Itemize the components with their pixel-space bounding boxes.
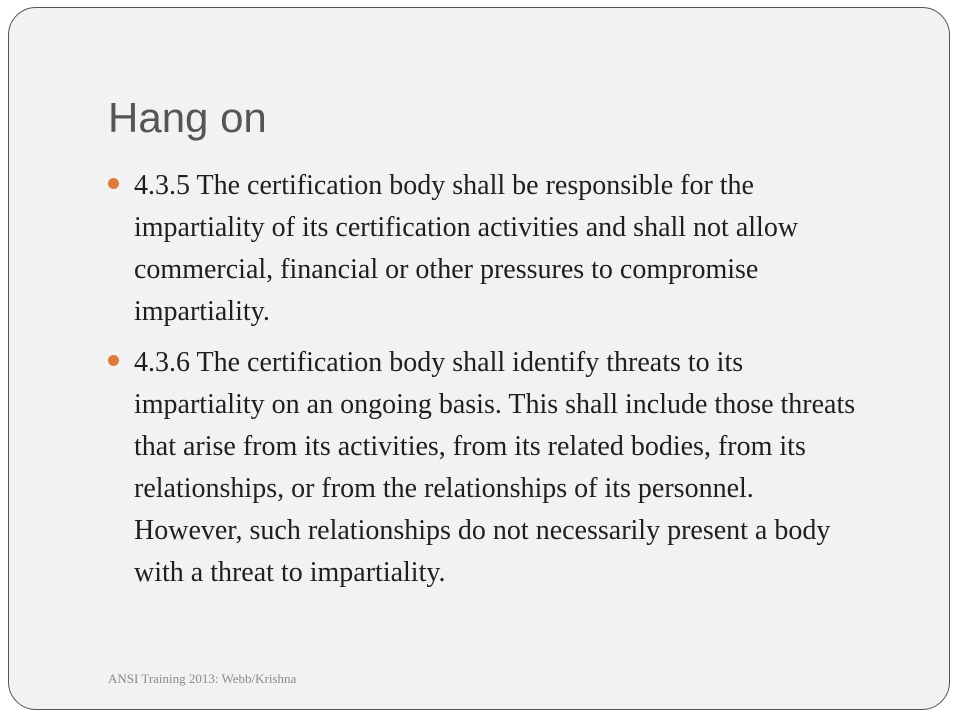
bullet-dot-icon [108,355,119,366]
bullet-item-4-3-5 [9,165,949,333]
bullet-list [9,165,949,603]
clause-number: 4.3.6 [134,347,190,378]
slide-title: Hang on [108,94,267,141]
bullet-item-4-3-6 [9,342,949,594]
slide-frame [8,7,950,710]
clause-text: The certification body shall identify threats to its impartiality on an ongoing basis. This shall include those threats that arise from its activities, from its related bodies, from its relationships, or from the relationships of its personnel. However, such relationships do not necessarily present a body with a threat to impartiality. [134,347,856,588]
clause-text: The certification body shall be responsible for the impartiality of its certification activities and shall not allow commercial, financial or other pressures to compromise impartiality. [134,170,799,327]
slide-footer: ANSI Training 2013: Webb/Krishna [108,671,297,686]
bullet-dot-icon [108,178,119,189]
clause-number: 4.3.5 [134,170,190,201]
